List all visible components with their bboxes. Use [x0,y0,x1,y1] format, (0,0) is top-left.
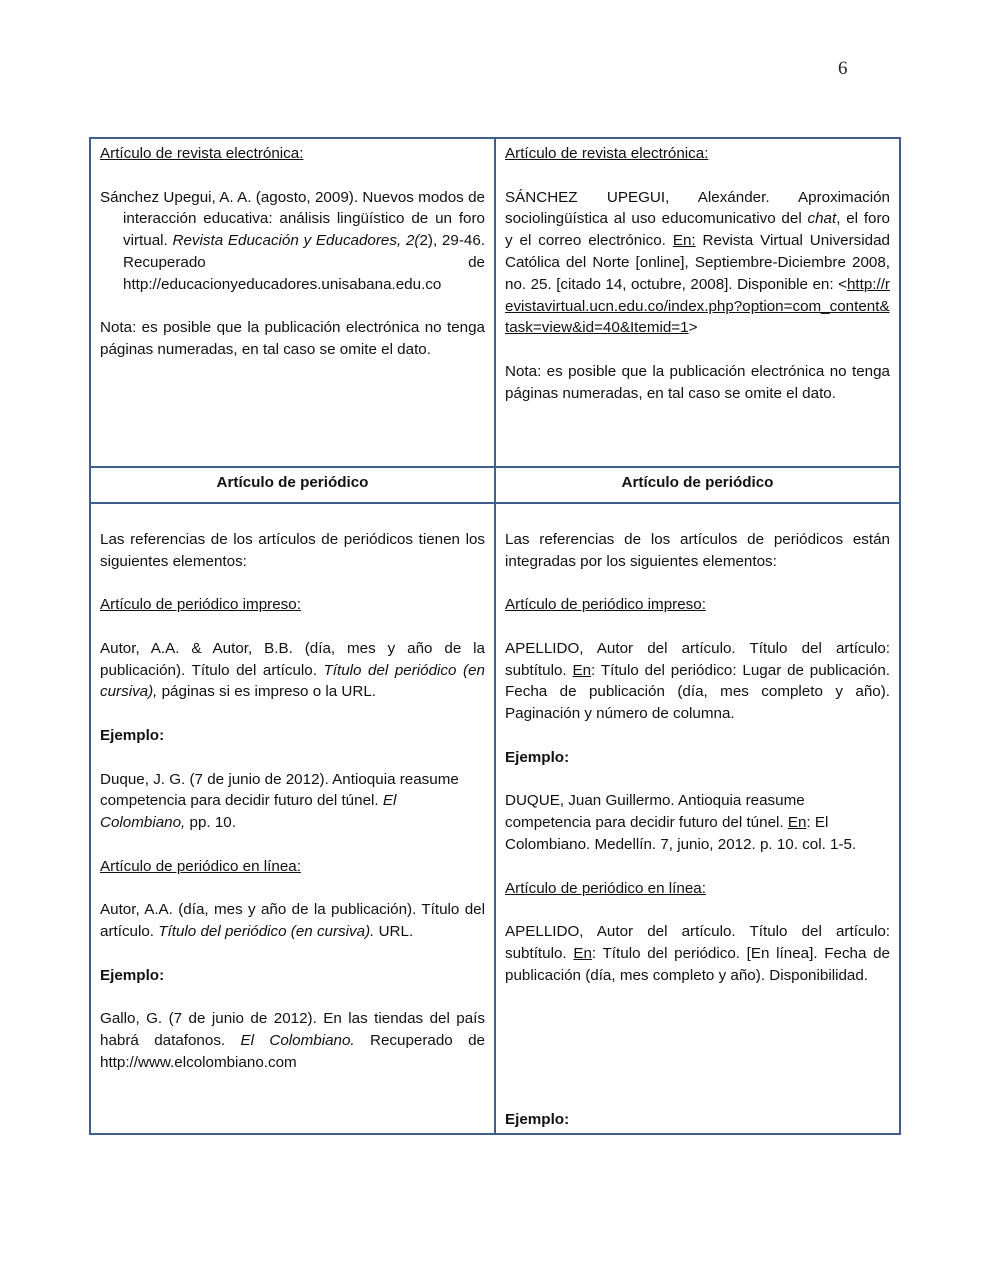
reference-table [89,137,901,1135]
cell-apa-newspaper [90,503,495,1134]
cell-apa-electronic-journal [90,138,495,467]
cell-icontec-electronic-journal [495,138,900,467]
format-text: Autor, A.A. & Autor, B.B. (día, mes y año de la publicación). Título del artículo. Título del periódico (en cursiva), páginas si es impreso o la URL. [100,639,485,701]
reference-example: DUQUE, Juan Guillermo. Antioquia reasume competencia para decidir futuro del túnel. En: El Colombiano. Medellín. 7, junio, 2012. p. 10. col. 1-5. [505,792,857,853]
intro-text: Las referencias de los artículos de periódicos tienen los siguientes elementos: [100,530,485,570]
format-text: APELLIDO, Autor del artículo. Título del artículo: subtítulo. En: Título del periódico: Lugar de publicación. Fecha de publicación (día, mes completo y año). Paginación y número de columna. [505,639,891,723]
section-heading: Artículo de periódico impreso: [505,596,706,614]
example-label: Ejemplo: [505,748,570,766]
section-heading: Artículo de periódico impreso: [100,596,301,614]
table-row [90,138,900,467]
reference-url-link[interactable]: http://revistavirtual.ucn.edu.co/index.php?option=com_content&task=view&id=40&Itemid=1 [505,275,890,337]
note-text: Nota: es posible que la publicación electrónica no tenga páginas numeradas, en tal caso se omite el dato. [505,362,890,402]
page-number: 6 [838,58,848,79]
example-label: Ejemplo: [100,726,165,744]
section-heading: Artículo de revista electrónica: [505,145,709,162]
section-heading: Artículo de periódico en línea: [505,879,706,897]
reference-example: Sánchez Upegui, A. A. (agosto, 2009). Nuevos modos de interacción educativa: análisis lingüístico de un foro virtual. Revista Educación y Educadores, 2(2), 29-46. Recuperado de http://educacionyeducadores.unisabana.edu.co [100,188,485,293]
reference-example: Duque, J. G. (7 de junio de 2012). Antioquia reasume competencia para decidir futuro del túnel. El Colombiano, pp. 10. [100,770,459,832]
table-row [90,503,900,1134]
reference-example: Gallo, G. (7 de junio de 2012). En las tiendas del país habrá datafonos. El Colombiano. Recuperado de http://www.elcolombiano.com [100,1010,485,1071]
column-title: Artículo de periódico [90,467,495,503]
note-text: Nota: es posible que la publicación electrónica no tenga páginas numeradas, en tal caso se omite el dato. [100,319,485,359]
section-heading: Artículo de revista electrónica: [100,145,304,162]
example-label: Ejemplo: [100,966,165,984]
intro-text: Las referencias de los artículos de periódicos están integradas por los siguientes elementos: [505,530,890,570]
cell-icontec-newspaper [495,503,900,1134]
example-label: Ejemplo: [505,1111,570,1129]
format-text: Autor, A.A. (día, mes y año de la publicación). Título del artículo. Título del periódico (en cursiva). URL. [100,901,485,941]
reference-example: SÁNCHEZ UPEGUI, Alexánder. Aproximación sociolingüística al uso educomunicativo del chat, el foro y el correo electrónico. En: Revista Virtual Universidad Católica del Norte [online], Septiembre-Diciembre 2008, no. 25. [citado 14, octubre, 2008]. Disponible en: <http://revistavirtual.ucn.edu.co/index.php?option=com_content&task=view&id=40&Itemid=1> [505,188,890,337]
table-row [90,467,900,503]
section-heading: Artículo de periódico en línea: [100,857,301,875]
format-text: APELLIDO, Autor del artículo. Título del artículo: subtítulo. En: Título del periódico. [En línea]. Fecha de publicación (día, mes completo y año). Disponibilidad. [505,923,891,984]
column-title: Artículo de periódico [495,467,900,503]
